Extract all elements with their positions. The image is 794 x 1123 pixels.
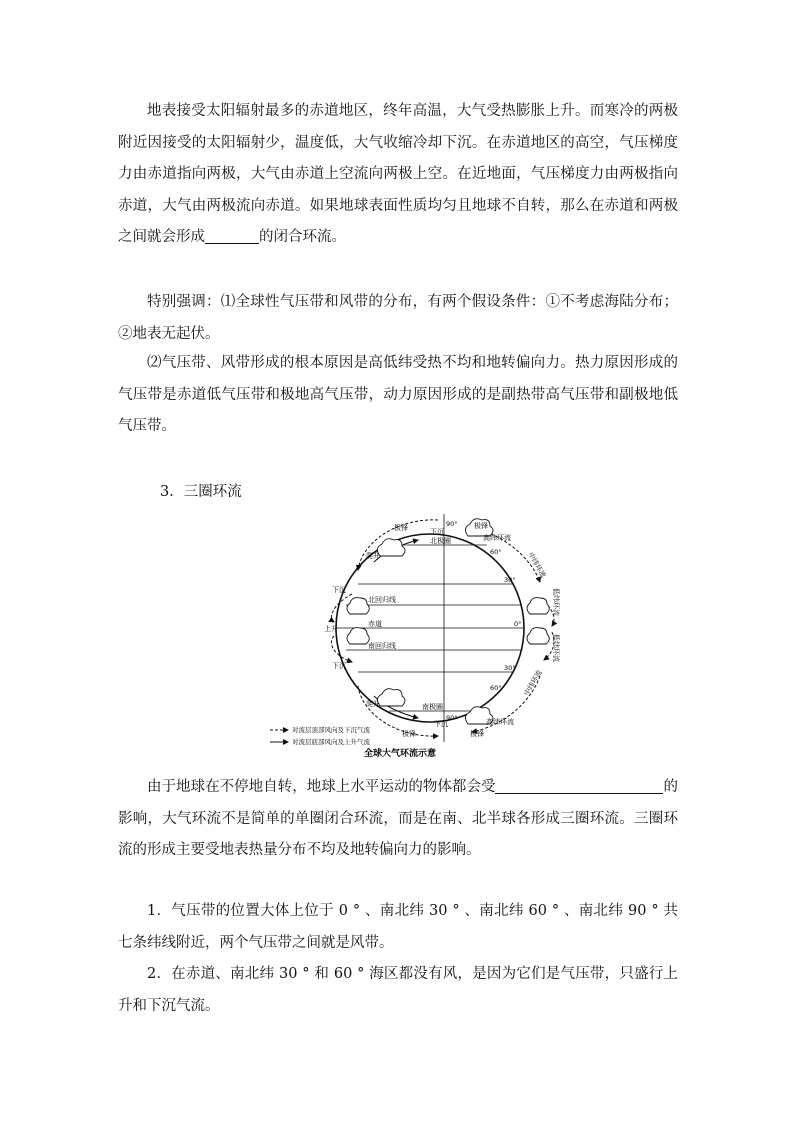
section-heading: 3．三圈环流 [160, 484, 242, 500]
paragraph-thermal-circulation: 地表接受太阳辐射最多的赤道地区，终年高温，大气受热膨胀上升。而寒冷的两极附近因接受的太阳辐射少，温度低，大气收缩冷却下沉。在赤道地区的高空，气压梯度力由赤道指向两极，大气由赤道上空流向两极上空。在近地面，气压梯度力由两极指向赤道，大气由两极流向赤道。如果地球表面性质均匀且地球不自转，那么在赤道和两极之间就会形成 的闭合环流。 [118, 103, 678, 245]
legend-surface-flow: 对流层底部风向及上升气流 [292, 738, 370, 746]
label-90s: 90° [446, 714, 458, 722]
cloud-icon [527, 598, 549, 614]
label-ferrel-north: 中纬环流 [526, 551, 548, 580]
cloud-icon [347, 628, 369, 644]
label-polar-cell-north: 高纬环流 [483, 534, 511, 542]
label-ferrel-south: 中纬环流 [522, 668, 544, 697]
label-90n: 90° [446, 520, 458, 528]
answer-blank-2 [495, 775, 663, 794]
label-rise-equator: 上升 [324, 625, 338, 633]
label-60n: 60° [490, 548, 502, 556]
label-polar-front-se: 极锋 [470, 730, 484, 738]
label-sink-30s: 下沉 [332, 662, 346, 670]
label-30n: 30° [504, 576, 516, 584]
answer-blank-1 [205, 225, 259, 244]
paragraph-coriolis: 由于地球在不停地自转，地球上水平运动的物体都会受 的影响，大气环流不是简单的单圈闭合环流，而是在南、北半球各形成三圈环流。三圈环流的形成主要受地表热量分布不均及地转偏向力的影响。 [118, 772, 678, 867]
label-polar-front-sw: 极锋 [402, 730, 416, 738]
figure-caption: 全球大气环流示意 [364, 749, 437, 759]
label-climb-south: 爬升 [366, 700, 380, 708]
legend-upper-flow: 对流层顶部风向及下沉气流 [292, 726, 370, 734]
label-arctic-circle: 北极圈 [430, 537, 451, 545]
label-0: 0° [514, 620, 522, 628]
emphasis-assumptions: 特别强调：⑴全球性气压带和风带的分布，有两个假设条件：①不考虑海陆分布；②地表无起伏。 [118, 294, 678, 342]
label-polar-front-ne: 极锋 [474, 522, 488, 530]
label-sink-south-pole: 下沉 [434, 720, 448, 728]
label-tropic-of-cancer: 北回归线 [368, 596, 396, 604]
label-sink-north-pole: 下沉 [430, 528, 444, 536]
label-tropic-of-capricorn: 南回归线 [368, 642, 396, 650]
label-hadley-south: 低纬环流 [552, 634, 560, 662]
point-2: 2．在赤道、南北纬 30 ° 和 60 ° 海区都没有风，是因为它们是气压带，只盛行上升和下沉气流。 [118, 966, 678, 1014]
cloud-icon [347, 598, 369, 614]
cloud-icon [377, 539, 405, 556]
label-hadley-north: 低纬环流 [552, 588, 560, 616]
label-sink-30n: 下沉 [332, 586, 346, 594]
emphasis-cause: ⑵气压带、风带形成的根本原因是高低纬受热不均和地转偏向力。热力原因形成的气压带是赤道低气压带和极地高气压带，动力原因形成的是副热带高气压带和副极地低气压带。 [118, 355, 678, 434]
label-polar-cell-south: 高纬环流 [486, 718, 514, 726]
cloud-icon [527, 628, 549, 644]
label-climb-north: 爬升 [366, 552, 380, 560]
label-30s: 30° [504, 664, 516, 672]
label-polar-front-nw: 极锋 [394, 524, 408, 532]
cloud-icon [377, 689, 405, 706]
three-cell-circulation-diagram [262, 510, 592, 760]
point-1: 1．气压带的位置大体上位于 0 ° 、南北纬 30 ° 、南北纬 60 ° 、南北纬 90 ° 共七条纬线附近，两个气压带之间就是风带。 [118, 903, 678, 951]
label-equator: 赤道 [368, 620, 382, 628]
label-60s: 60° [490, 684, 502, 692]
label-antarctic-circle: 南极圈 [422, 703, 443, 711]
